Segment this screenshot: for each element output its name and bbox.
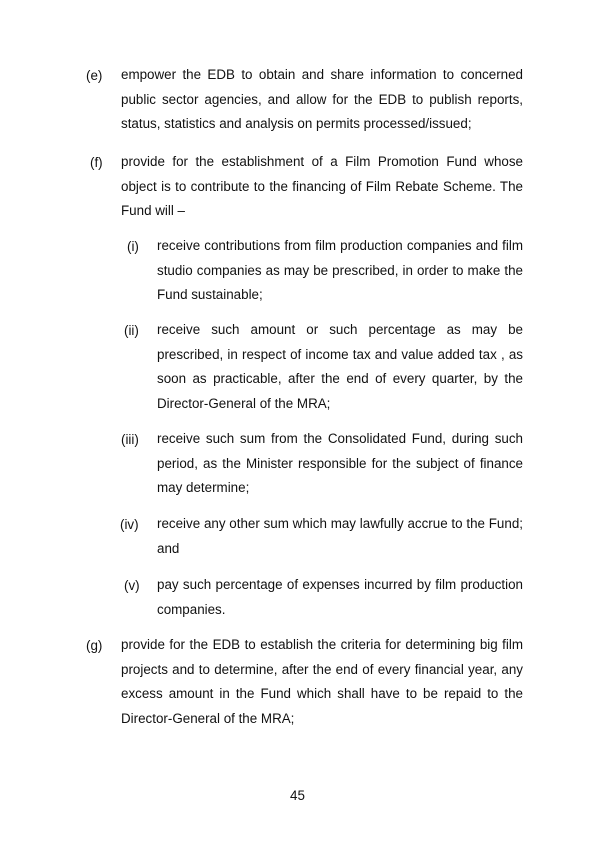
clause-text: provide for the establishment of a Film Promotion Fund whose object is to contribute to the financing of Film Rebate Scheme. The Fund will – bbox=[121, 154, 523, 218]
subclause-label: (i) bbox=[127, 239, 139, 254]
page-number: 45 bbox=[290, 788, 305, 803]
subclause-text: pay such percentage of expenses incurred by film production companies. bbox=[157, 577, 523, 617]
clause-text: empower the EDB to obtain and share information to concerned public sector agencies, and allow for the EDB to publish reports, status, statistics and analysis on permits processed/issued; bbox=[121, 67, 523, 131]
subclause-label: (iv) bbox=[120, 517, 139, 532]
clause-label: (f) bbox=[90, 155, 103, 170]
subclause-label: (v) bbox=[124, 578, 140, 593]
subclause-text: receive contributions from film production companies and film studio companies as may be prescribed, in order to make the Fund sustainable; bbox=[157, 238, 523, 302]
subclause-text: receive any other sum which may lawfully accrue to the Fund; and bbox=[157, 516, 523, 556]
clause-text: provide for the EDB to establish the criteria for determining big film projects and to determine, after the end of every financial year, any excess amount in the Fund which shall have to be repaid to the Director-General of the MRA; bbox=[121, 637, 523, 726]
subclause-text: receive such sum from the Consolidated Fund, during such period, as the Minister responsible for the subject of finance may determine; bbox=[157, 431, 523, 495]
subclause-label: (iii) bbox=[121, 432, 139, 447]
subclause-label: (ii) bbox=[124, 323, 139, 338]
clause-label: (e) bbox=[86, 68, 103, 83]
clause-label: (g) bbox=[86, 638, 103, 653]
subclause-text: receive such amount or such percentage as may be prescribed, in respect of income tax and value added tax , as soon as practicable, after the end of every quarter, by the Director-General of the MRA; bbox=[157, 322, 523, 411]
